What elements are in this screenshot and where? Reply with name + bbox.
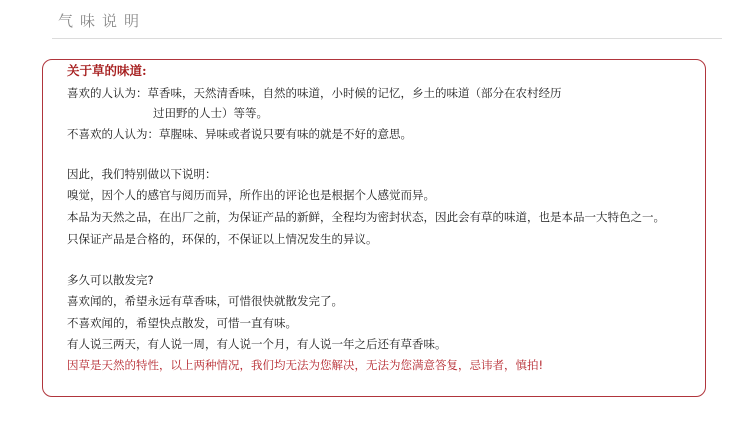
section-heading: 关于草的味道: [67, 63, 147, 78]
text-line-like-continued: 过田野的人士）等等。 [153, 106, 268, 120]
text-line-guarantee: 只保证产品是合格的，环保的，不保证以上情况发生的异议。 [67, 232, 378, 246]
text-line-smell: 嗅觉，因个人的感官与阅历而异，所作出的评论也是根据个人感觉而异。 [67, 188, 435, 202]
text-line-duration: 有人说三两天，有人说一周，有人说一个月，有人说一年之后还有草香味。 [67, 337, 447, 351]
text-line-question: 多久可以散发完? [67, 273, 154, 287]
text-line-dislike: 不喜欢的人认为：草腥味、异味或者说只要有味的就是不好的意思。 [67, 127, 412, 141]
text-line-warning: 因草是天然的特性，以上两种情况，我们均无法为您解决，无法为您满意答复，忌讳者，慎拍! [67, 358, 544, 372]
text-line-like: 喜欢的人认为：草香味，天然清香味，自然的味道，小时候的记忆，乡土的味道（部分在农村经历 [67, 86, 562, 100]
text-line-dislike-smell: 不喜欢闻的，希望快点散发，可惜一直有味。 [67, 316, 297, 330]
page-title: 气味说明 [58, 12, 147, 30]
content-box [42, 59, 706, 397]
text-line-like-smell: 喜欢闻的，希望永远有草香味，可惜很快就散发完了。 [67, 294, 343, 308]
page-header [52, 10, 722, 39]
text-line-natural: 本品为天然之品，在出厂之前，为保证产品的新鲜，全程均为密封状态，因此会有草的味道，也是本品一大特色之一。 [67, 210, 665, 224]
text-line-therefore: 因此，我们特别做以下说明： [67, 167, 217, 181]
